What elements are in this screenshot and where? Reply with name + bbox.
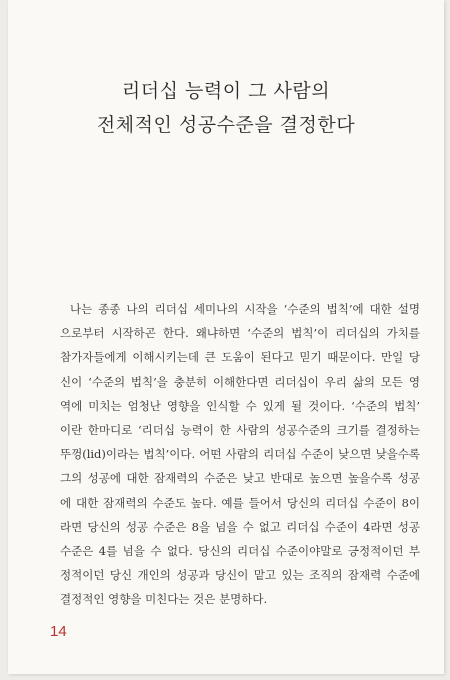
paragraph-line: 결정적인 영향을 미친다는 것은 분명하다. [60, 592, 268, 607]
page-number: 14 [50, 623, 67, 640]
paragraph-line: 참가자들에게 이해시키는데 큰 도움이 된다고 믿기 때문이다. 만일 당 [60, 350, 420, 365]
paragraph-line: 수준은 4를 넘을 수 없다. 당신의 리더십 수준이야말로 긍정적이던 부 [60, 543, 420, 558]
paragraph-line: 뚜껑(lid)이라는 법칙’이다. 어떤 사람의 리더십 수준이 낮으면 낮을수록 [60, 447, 420, 462]
paragraph-line: 신이 ‘수준의 법칙’을 충분히 이해한다면 리더십이 우리 삶의 모든 영 [60, 374, 420, 389]
paragraph-line: 라면 당신의 성공 수준은 8을 넘을 수 없고 리더십 수준이 4라면 성공 [60, 519, 420, 534]
chapter-title-line-2: 전체적인 성공수준을 결정한다 [96, 114, 356, 136]
paragraph-line: 그의 성공에 대한 잠재력의 수준은 낮고 반대로 높으면 높을수록 성공 [60, 471, 420, 486]
paragraph-line: 으로부터 시작하곤 한다. 왜냐하면 ‘수준의 법칙’이 리더십의 가치를 [60, 326, 420, 341]
paragraph-line: 이란 한마디로 ‘리더십 능력이 한 사람의 성공수준의 크기를 결정하는 [60, 422, 420, 437]
body-paragraph [60, 297, 420, 611]
paragraph-line: 역에 미치는 엄청난 영향을 인식할 수 있게 될 것이다. ‘수준의 법칙’ [60, 398, 420, 413]
paragraph-line: 에 대한 잠재력의 수준도 높다. 예를 들어서 당신의 리더십 수준이 8이 [60, 495, 420, 510]
paragraph-line: 나는 종종 나의 리더십 세미나의 시작을 ‘수준의 법칙’에 대한 설명 [70, 302, 420, 316]
paragraph-line: 정적이던 당신 개인의 성공과 당신이 맡고 있는 조직의 잠재력 수준에 [60, 568, 420, 583]
book-page [8, 0, 444, 674]
chapter-title-line-1: 리더십 능력이 그 사람의 [121, 80, 331, 102]
